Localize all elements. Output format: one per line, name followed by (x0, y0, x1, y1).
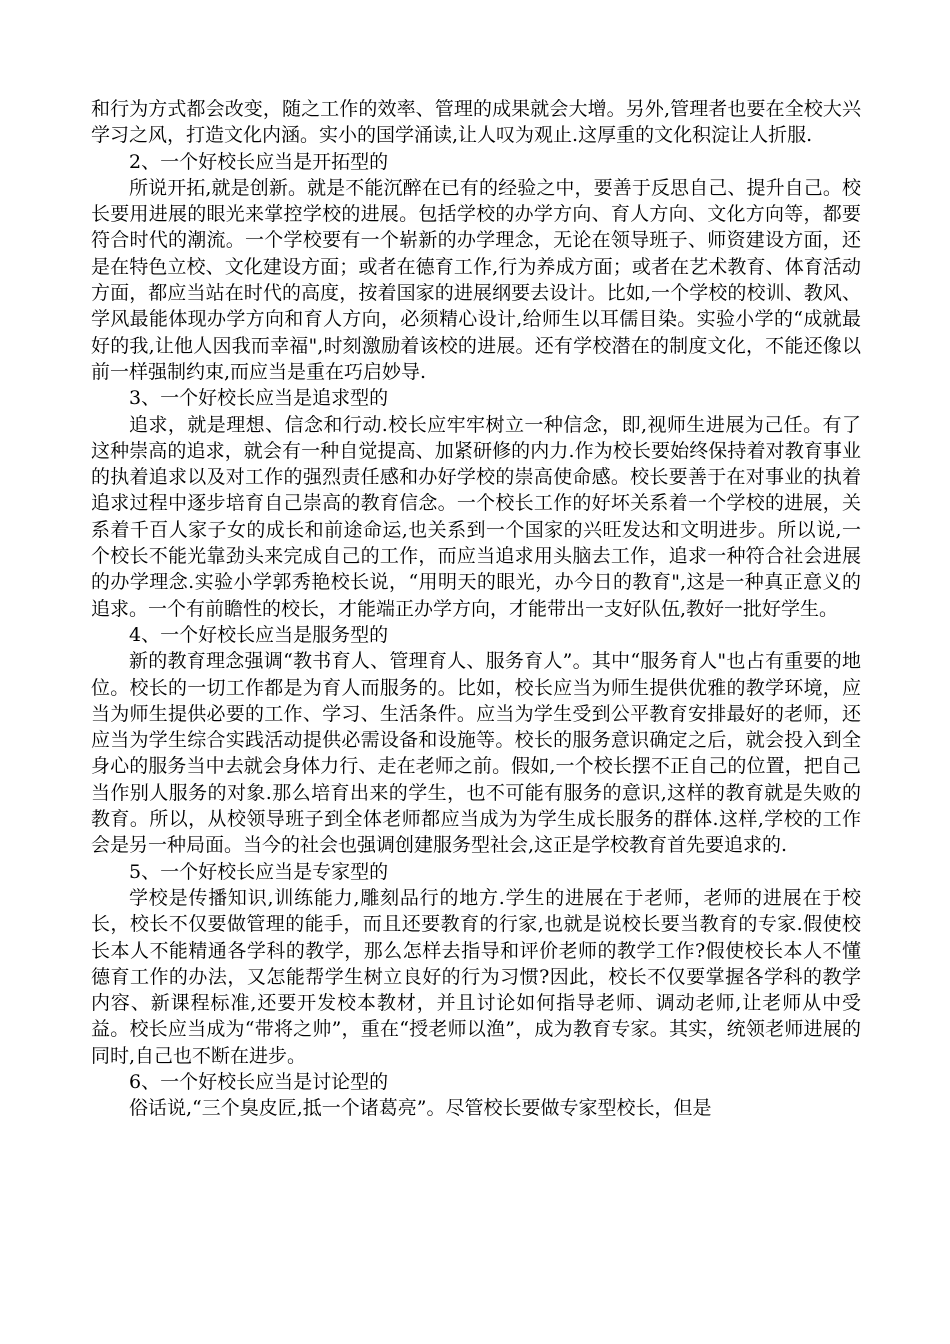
paragraph-continued: 和行为方式都会改变，随之工作的效率、管理的成果就会大增。另外,管理者也要在全校大兴学习之风，打造文化内涵。实小的国学涌读,让人叹为观止.这厚重的文化积淀让人折服. (91, 98, 861, 147)
paragraph-expert: 学校是传播知识,训练能力,雕刻品行的地方.学生的进展在于老师，老师的进展在于校长，校长不仅要做管理的能手，而且还要教育的行家,也就是说校长要当教育的专家.假使校长本人不能精通各学科的教学，那么怎样去指导和评价老师的教学工作?假使校长本人不懂德育工作的办法，又怎能帮学生树立良好的行为习惯?因此，校长不仅要掌握各学科的教学内容、新课程标准,还要开发校本教材，并且讨论如何指导老师、调动老师,让老师从中受益。校长应当成为“带将之帅”，重在“授老师以渔”，成为教育专家。其实，统领老师进展的同时,自己也不断在进步。 (91, 886, 861, 1067)
paragraph-pursuit: 追求，就是理想、信念和行动.校长应牢牢树立一种信念，即,视师生进展为己任。有了这种崇高的追求，就会有一种自觉提高、加紧研修的内力.作为校长要始终保持着对教育事业的执着追求以及对工作的强烈责任感和办好学校的崇高使命感。校长要善于在对事业的执着追求过程中逐步培育自己崇高的教育信念。一个校长工作的好坏关系着一个学校的进展，关系着千百人家子女的成长和前途命运,也关系到一个国家的兴旺发达和文明进步。所以说,一个校长不能光靠劲头来完成自己的工作，而应当追求用头脑去工作，追求一种符合社会进展的办学理念.实验小学郭秀艳校长说，“用明天的眼光，办今日的教育",这是一种真正意义的追求。一个有前瞻性的校长，才能端正办学方向，才能带出一支好队伍,教好一批好学生。 (91, 413, 861, 620)
section-heading-6: 6、一个好校长应当是讨论型的 (129, 1070, 389, 1093)
paragraph-service: 新的教育理念强调“教书育人、管理育人、服务育人”。其中“服务育人"也占有重要的地位。校长的一切工作都是为育人而服务的。比如，校长应当为师生提供优雅的教学环境，应当为师生提供必要的工作、学习、生活条件。应当为学生受到公平教育安排最好的老师，还应当为学生综合实践活动提供必需设备和设施等。校长的服务意识确定之后，就会投入到全身心的服务当中去就会身体力行、走在老师之前。假如,一个校长摆不正自己的位置，把自己当作别人服务的对象.那么培育出来的学生，也不可能有服务的意识,这样的教育就是失败的教育。所以，从校领导班子到全体老师都应当成为为学生成长服务的群体.这样,学校的工作会是另一种局面。当今的社会也强调创建服务型社会,这正是学校教育首先要追求的. (91, 650, 861, 857)
document-page (91, 96, 861, 1122)
section-heading-2: 2、一个好校长应当是开拓型的 (129, 150, 389, 173)
paragraph-pioneering: 所说开拓,就是创新。就是不能沉醉在已有的经验之中，要善于反思自己、提升自己。校长要用进展的眼光来掌控学校的进展。包括学校的办学方向、育人方向、文化方向等，都要符合时代的潮流。一个学校要有一个崭新的办学理念，无论在领导班子、师资建设方面，还是在特色立校、文化建设方面；或者在德育工作,行为养成方面；或者在艺术教育、体育活动方面，都应当站在时代的高度，按着国家的进展纲要去设计。比如,一个学校的校训、教风、学风最能体现办学方向和育人方向，必须精心设计,给师生以耳儒目染。实验小学的“成就最好的我,让他人因我而幸福",时刻激励着该校的进展。还有学校潜在的制度文化，不能还像以前一样强制约束,而应当是重在巧启妙导. (91, 176, 861, 383)
section-heading-5: 5、一个好校长应当是专家型的 (129, 860, 389, 883)
section-heading-3: 3、一个好校长应当是追求型的 (129, 387, 389, 410)
section-heading-4: 4、一个好校长应当是服务型的 (129, 623, 389, 646)
paragraph-discussion: 俗话说,“三个臭皮匠,抵一个诸葛亮”。尽管校长要做专家型校长，但是 (129, 1097, 712, 1120)
